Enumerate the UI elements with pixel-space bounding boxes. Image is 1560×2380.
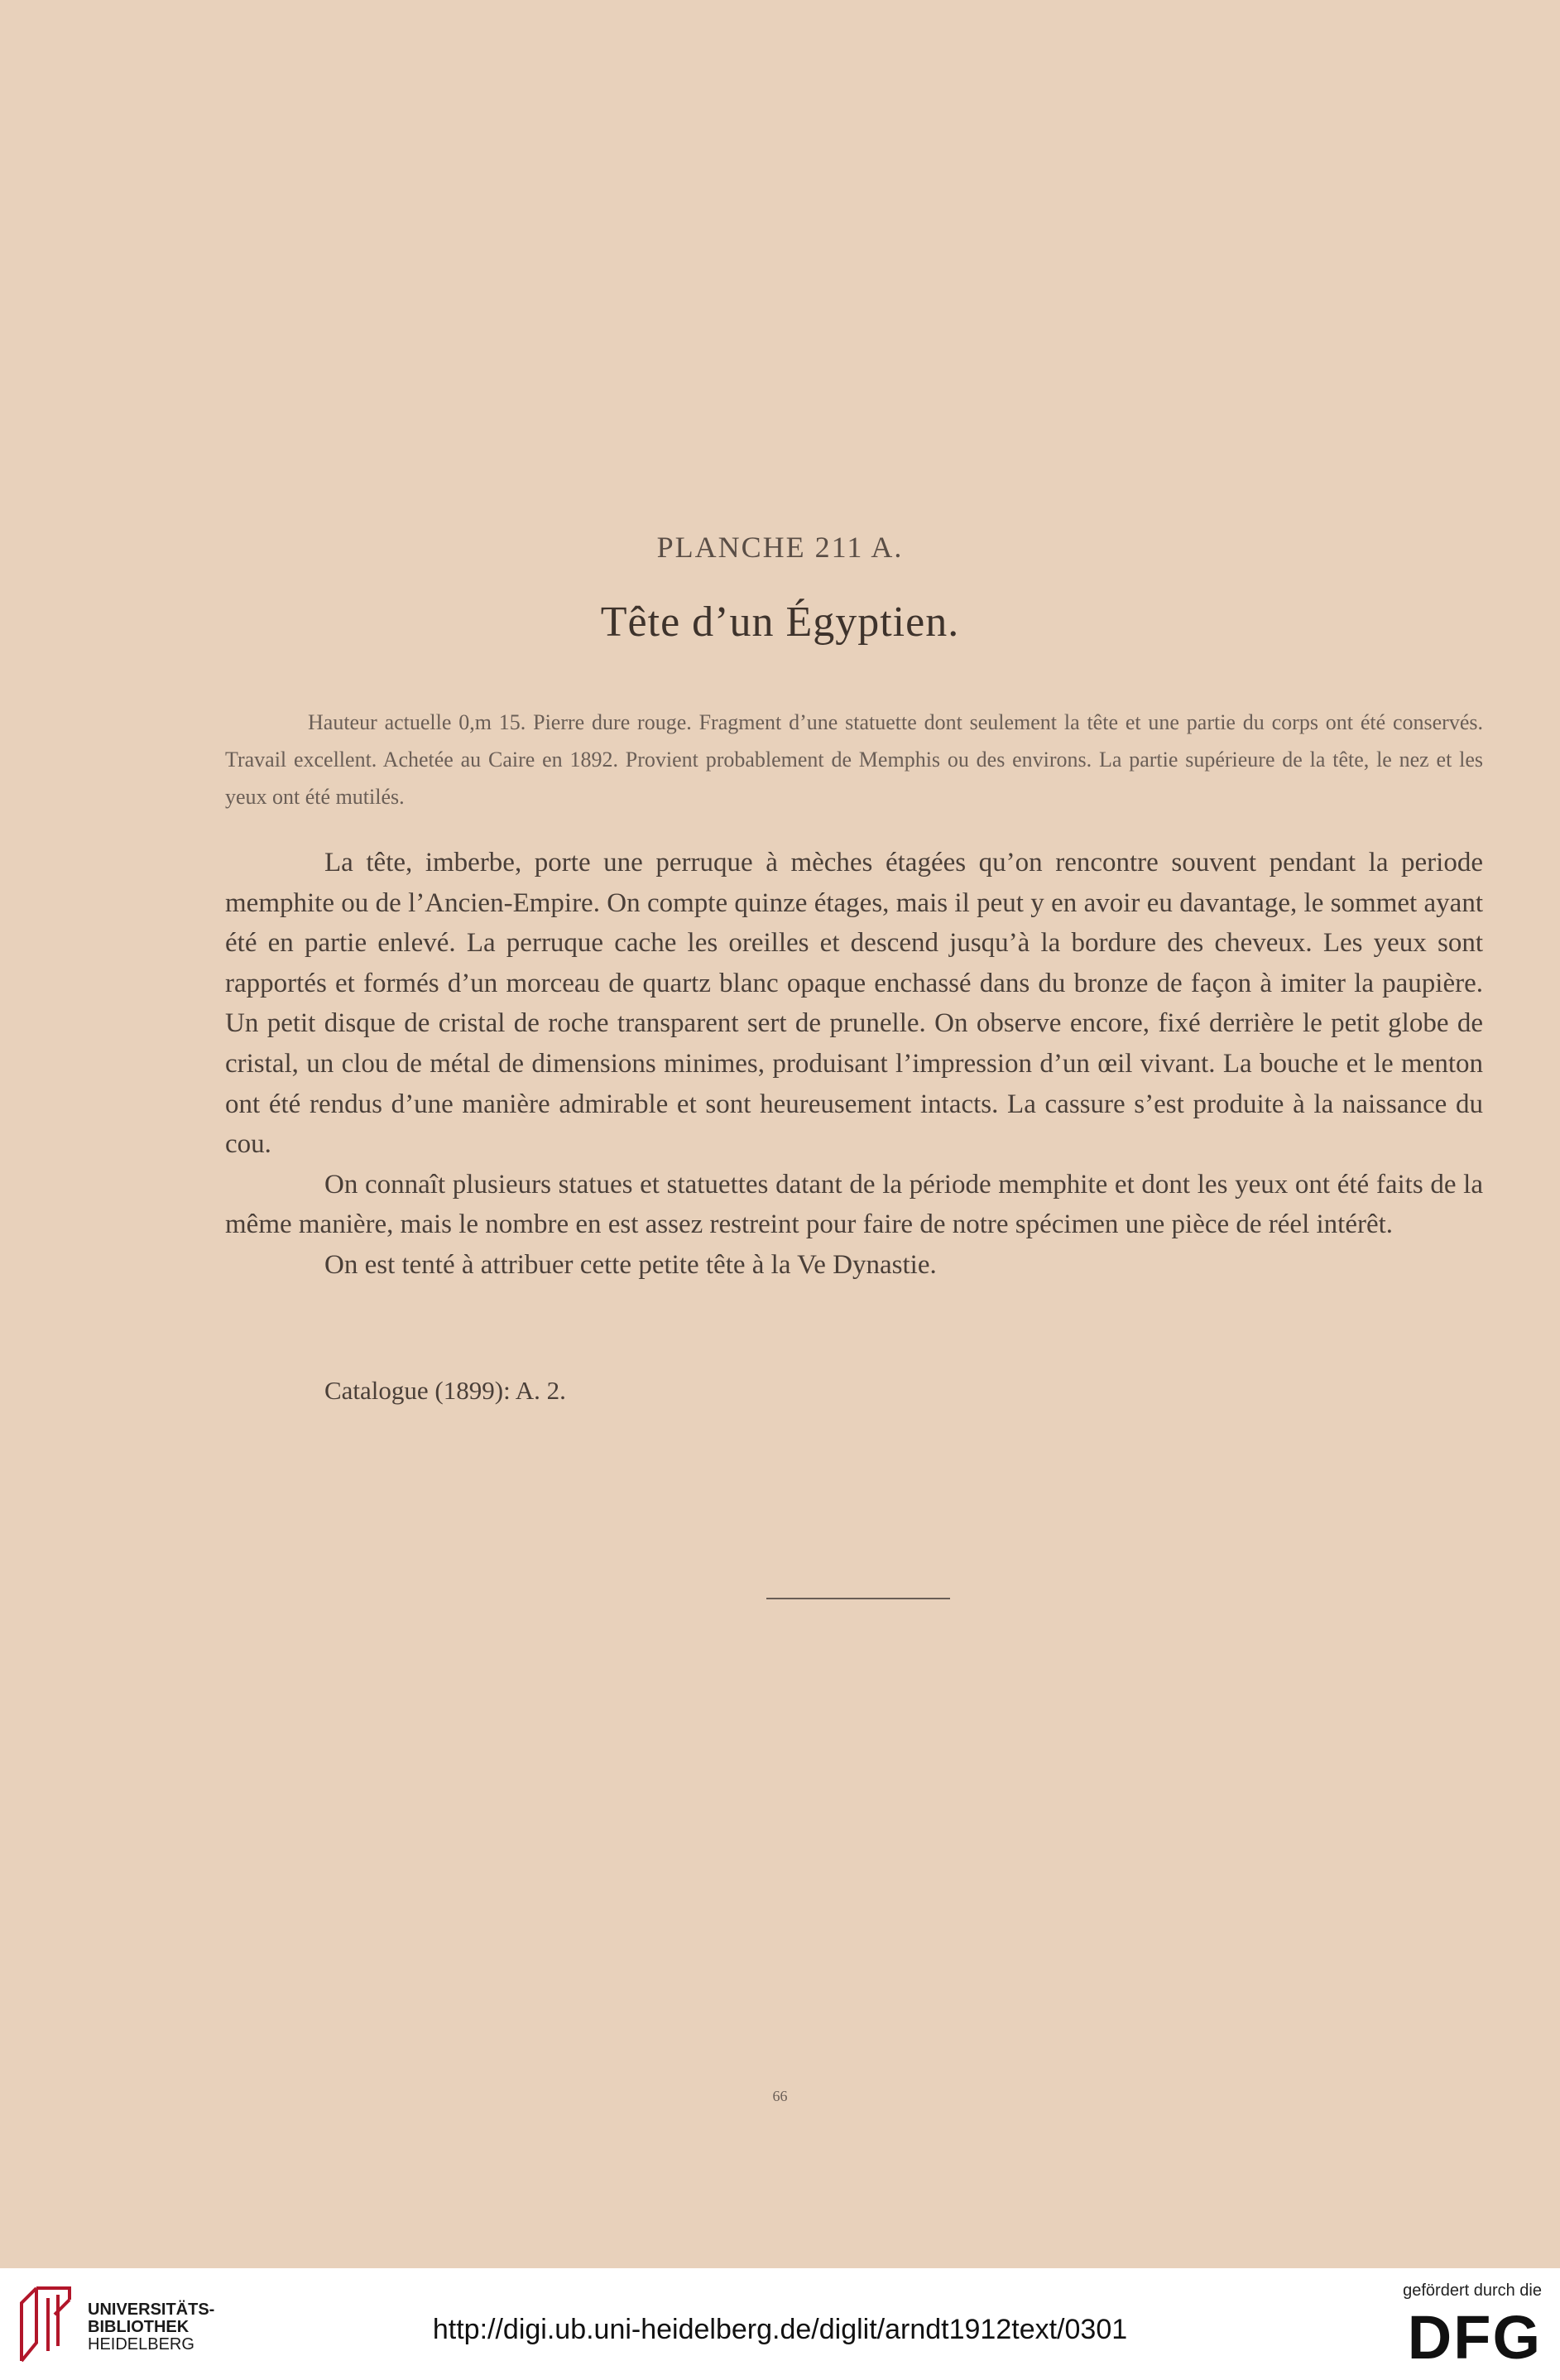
intro-description: Hauteur actuelle 0,m 15. Pierre dure rouge. Fragment d’une statuette dont seulement la tête et une partie du corps ont été conservés. Travail excellent. Achetée au Caire en 1892. Provient probablement de Memphis ou des environs. La partie supérieure de la tête, le nez et les yeux ont été mutilés. — [225, 710, 1483, 809]
dfg-logo: DFG — [1407, 2303, 1542, 2372]
plate-label: PLANCHE 211 A. — [656, 531, 904, 564]
paragraph-1: La tête, imberbe, porte une perruque à mèches étagées qu’on rencontre souvent pendant la periode memphite ou de l’Ancien-Empire. On compte quinze étages, mais il peut y en avoir eu davantage, le sommet ayant été en partie enlevé. La perruque cache les oreilles et descend jusqu’à la bordure des cheveux. Les yeux sont rapportés et formés d’un morceau de quartz blanc opaque enchassé dans du bronze de façon à imiter la paupière. Un petit disque de cristal de roche transparent sert de prunelle. On observe encore, fixé derrière le petit globe de cristal, un clou de métal de dimensions minimes, produisant l’impression d’un œil vivant. La bouche et le menton ont été rendus d’une manière admirable et sont heureusement intacts. La cassure s’est produite à la naissance du cou. — [225, 848, 1483, 1160]
library-name-line3: HEIDELBERG — [88, 2335, 194, 2354]
page-number: 66 — [772, 2088, 788, 2104]
funded-by-label: gefördert durch die — [1403, 2281, 1542, 2300]
paragraph-3: On est tenté à attribuer cette petite tête à la Ve Dynastie. — [324, 1249, 937, 1280]
permalink-url[interactable]: http://digi.ub.uni-heidelberg.de/diglit/arndt1912text/0301 — [432, 2314, 1128, 2345]
section-divider — [766, 1598, 950, 1599]
paragraph-2: On connaît plusieurs statues et statuettes datant de la période memphite et dont les yeux ont été faits de la même manière, mais le nombre en est assez restreint pour faire de notre spécimen une pièce de réel intérêt. — [225, 1169, 1483, 1240]
footer-bar — [0, 2268, 1560, 2380]
plate-title: Tête d’un Égyptien. — [600, 599, 960, 646]
library-name-line1: UNIVERSITÄTS- — [88, 2301, 215, 2319]
body-text — [225, 843, 1483, 1286]
catalogue-reference: Catalogue (1899): A. 2. — [324, 1376, 566, 1405]
library-name-line2: BIBLIOTHEK — [88, 2318, 190, 2336]
